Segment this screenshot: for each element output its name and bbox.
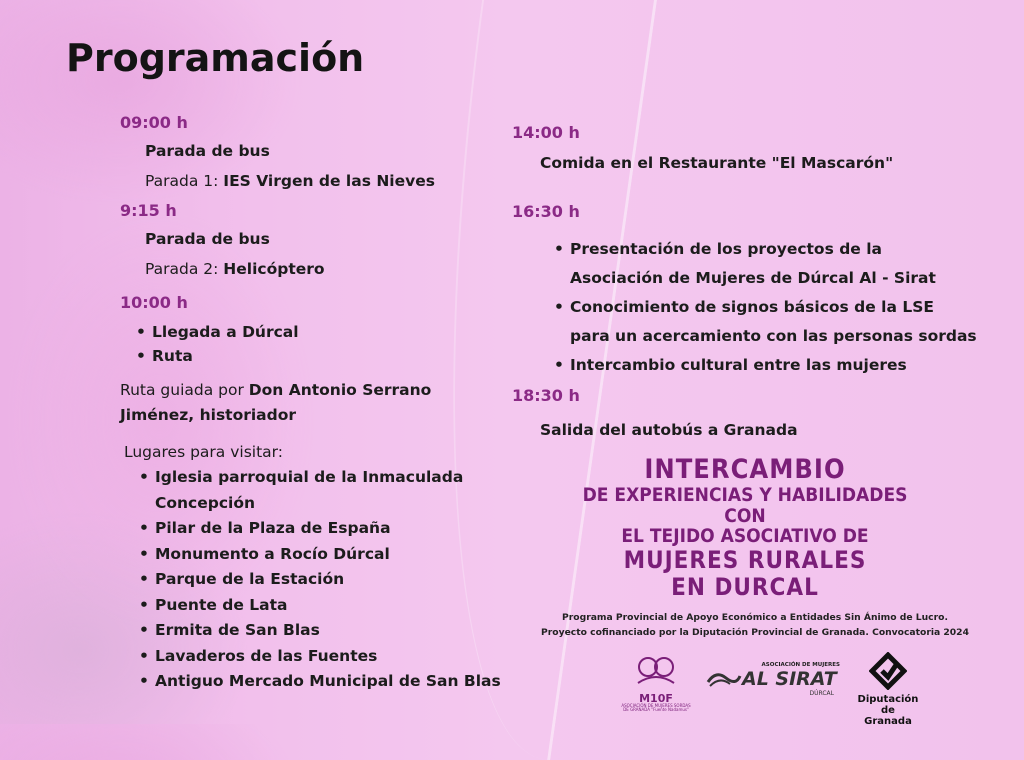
list-item: • Ruta xyxy=(152,347,299,365)
stop-2-label: Parada 2: xyxy=(145,260,224,278)
afternoon-list xyxy=(570,240,977,385)
list-item: • Monumento a Rocío Dúrcal xyxy=(155,545,501,571)
item-bus-stop-1: Parada de bus xyxy=(145,142,270,160)
list-item: • Lavaderos de las Fuentes xyxy=(155,647,501,673)
item-departure: Salida del autobús a Granada xyxy=(540,421,798,439)
arrival-list xyxy=(152,323,299,365)
banner-line-4: MUJERES RURALES xyxy=(623,546,867,575)
time-1400: 14:00 h xyxy=(512,123,580,142)
banner-line-3: EL TEJIDO ASOCIATIVO DE xyxy=(621,525,869,548)
list-item: • Antiguo Mercado Municipal de San Blas xyxy=(155,672,501,698)
banner-line-5: EN DURCAL xyxy=(671,572,819,601)
m10f-logo xyxy=(620,653,692,715)
list-item: • Presentación de los proyectos de la xyxy=(570,240,977,269)
diputacion-line-1: Diputación xyxy=(857,694,919,705)
list-item: • Pilar de la Plaza de España xyxy=(155,519,501,545)
time-0900: 09:00 h xyxy=(120,113,188,132)
stop-1-label: Parada 1: xyxy=(145,172,224,190)
places-list xyxy=(155,468,501,698)
al-sirat-top: ASOCIACIÓN DE MUJERES xyxy=(761,662,840,668)
al-sirat-swirl-icon xyxy=(706,668,742,690)
m10f-logo-subtext: ASOCIACIÓN DE MUJERES SORDAS DE GRANADA "Fuente Nadamus" xyxy=(621,703,691,713)
diputacion-logo xyxy=(856,652,920,727)
item-stop-2 xyxy=(145,260,325,278)
event-banner xyxy=(560,455,930,600)
al-sirat-sub: DÚRCAL xyxy=(809,690,834,697)
time-1830: 18:30 h xyxy=(512,386,580,405)
page-title: Programación xyxy=(66,36,365,80)
m10f-logo-icon xyxy=(626,653,686,689)
time-1000: 10:00 h xyxy=(120,293,188,312)
list-item: • Iglesia parroquial de la Inmaculada xyxy=(155,468,501,494)
item-lunch: Comida en el Restaurante "El Mascarón" xyxy=(540,154,894,172)
diputacion-emblem-icon xyxy=(869,652,907,690)
m10f-logo-text: M10F xyxy=(639,692,673,705)
list-item-continuation: para un acercamiento con las personas sordas xyxy=(570,327,977,345)
banner-line-2: DE EXPERIENCIAS Y HABILIDADES CON xyxy=(582,483,908,527)
guide-label: Ruta guiada por xyxy=(120,381,249,399)
time-0915: 9:15 h xyxy=(120,201,177,220)
funding-note-1: Programa Provincial de Apoyo Económico a Entidades Sin Ánimo de Lucro. xyxy=(562,612,948,623)
list-item-continuation: Concepción xyxy=(155,493,256,512)
diputacion-line-2: de Granada xyxy=(864,705,912,727)
al-sirat-name: AL SIRAT xyxy=(742,668,837,690)
guide-name: Don Antonio Serrano xyxy=(248,381,432,399)
time-1630: 16:30 h xyxy=(512,202,580,221)
guide-line-1 xyxy=(120,381,431,399)
list-item: • Llegada a Dúrcal xyxy=(152,323,299,341)
list-item: • Puente de Lata xyxy=(155,596,501,622)
al-sirat-logo xyxy=(706,662,840,706)
list-item-continuation: Asociación de Mujeres de Dúrcal Al - Sirat xyxy=(570,269,936,287)
list-item: • Parque de la Estación xyxy=(155,570,501,596)
list-item: • Conocimiento de signos básicos de la LSE xyxy=(570,298,977,327)
banner-line-1: INTERCAMBIO xyxy=(644,454,846,485)
places-label: Lugares para visitar: xyxy=(124,443,283,461)
list-item: • Intercambio cultural entre las mujeres xyxy=(570,356,977,385)
list-item: • Ermita de San Blas xyxy=(155,621,501,647)
stop-2-place: Helicóptero xyxy=(223,260,325,278)
guide-line-2: Jiménez, historiador xyxy=(120,406,297,424)
item-bus-stop-2: Parada de bus xyxy=(145,230,270,248)
stop-1-place: IES Virgen de las Nieves xyxy=(223,172,435,190)
funding-note-2: Proyecto cofinanciado por la Diputación Provincial de Granada. Convocatoria 2024 xyxy=(541,627,969,638)
item-stop-1 xyxy=(145,172,435,190)
